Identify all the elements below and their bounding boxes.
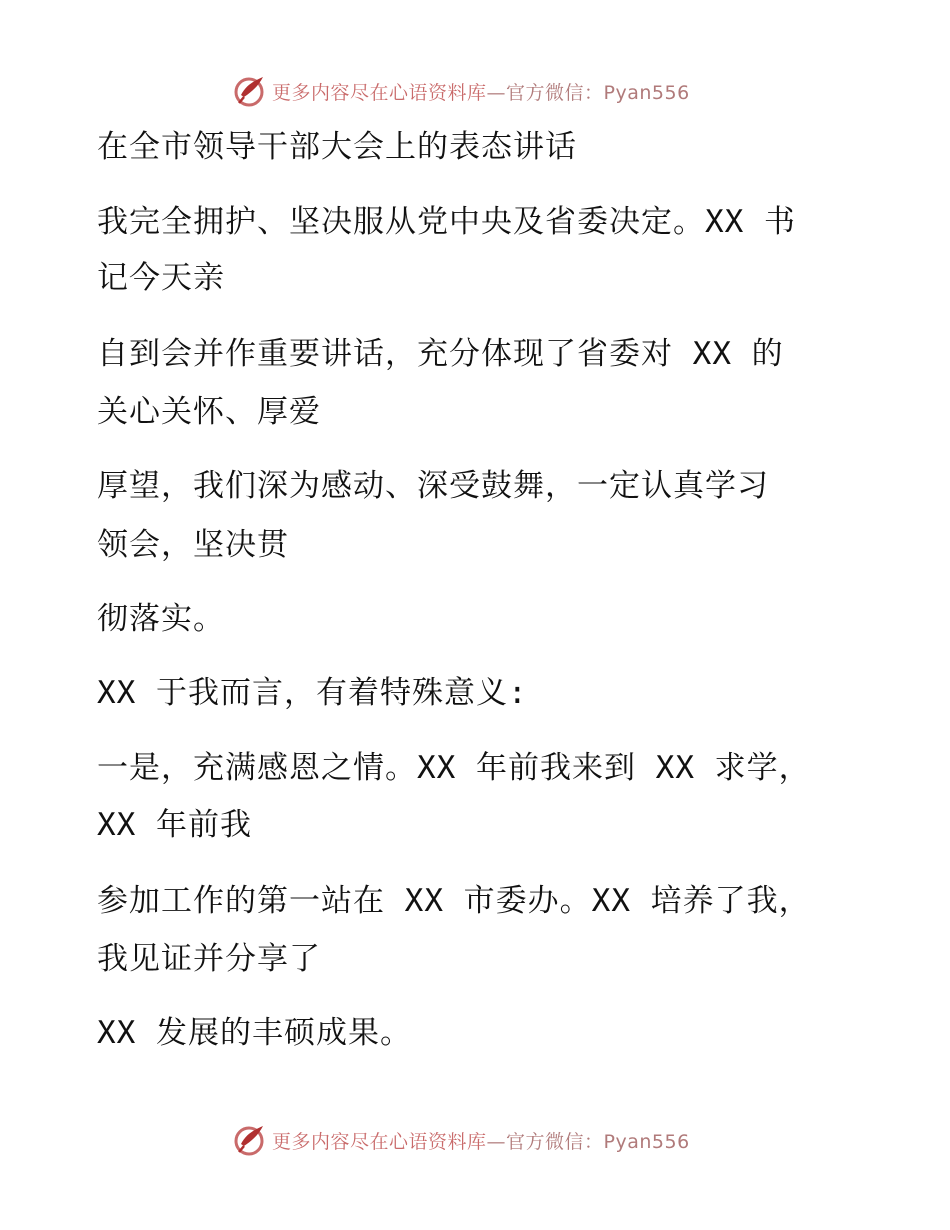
paragraph-line: 彻落实。	[97, 601, 225, 637]
paragraph-line: 我完全拥护、坚决服从党中央及省委决定。XX 书	[97, 204, 796, 240]
document-title: 在全市领导干部大会上的表态讲话	[97, 129, 577, 165]
paragraph-line: 我见证并分享了	[97, 941, 321, 977]
paragraph-line: 一是，充满感恩之情。XX 年前我来到 XX 求学，	[97, 750, 811, 786]
paragraph-line: XX 于我而言，有着特殊意义:	[97, 675, 528, 711]
watermark-text: 更多内容尽在心语资料库—官方微信：Pyan556	[272, 81, 690, 104]
quill-seal-icon	[232, 1122, 268, 1158]
watermark-text: 更多内容尽在心语资料库—官方微信：Pyan556	[272, 1130, 690, 1153]
paragraph-line: 记今天亲	[97, 260, 225, 296]
paragraph-line: 厚望，我们深为感动、深受鼓舞，一定认真学习	[97, 468, 769, 504]
header-watermark	[232, 72, 690, 110]
paragraph-line: XX 发展的丰硕成果。	[97, 1015, 412, 1051]
paragraph-line: 关心关怀、厚爱	[97, 394, 321, 430]
quill-seal-icon	[232, 73, 268, 109]
paragraph-line: 领会，坚决贯	[97, 527, 289, 563]
footer-watermark	[232, 1121, 690, 1159]
paragraph-line: 参加工作的第一站在 XX 市委办。XX 培养了我，	[97, 883, 811, 919]
paragraph-line: XX 年前我	[97, 807, 252, 843]
paragraph-line: 自到会并作重要讲话，充分体现了省委对 XX 的	[97, 336, 784, 372]
